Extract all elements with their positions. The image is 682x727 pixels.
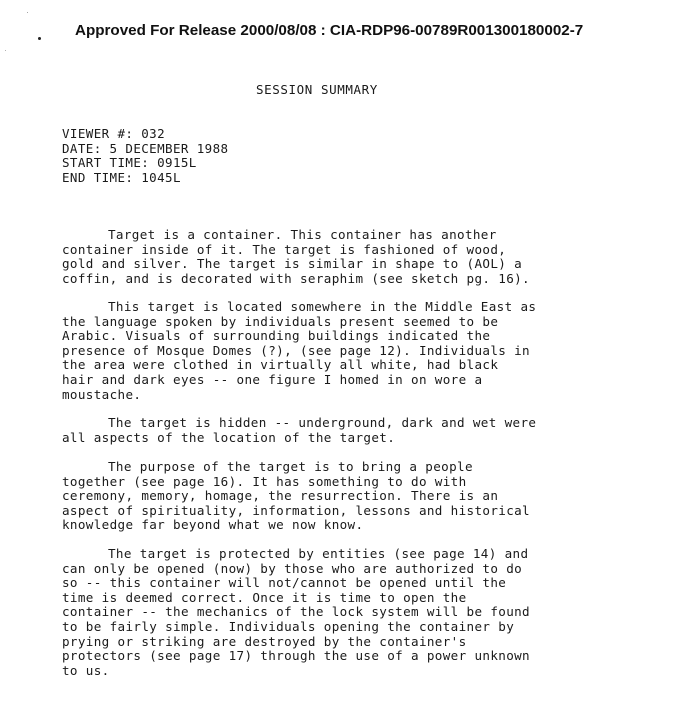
paragraph-description: [62, 228, 530, 286]
release-stamp: Approved For Release 2000/08/08 : CIA-RDP96-00789R001300180002-7: [75, 22, 584, 39]
paragraph-hidden: [62, 416, 536, 445]
start-time: START TIME: 0915L: [62, 155, 197, 170]
paragraph-location: [62, 300, 536, 402]
paragraph-line: time is deemed correct. Once it is time to open the: [62, 589, 467, 605]
paragraph-line: so -- this container will not/cannot be opened until the: [62, 575, 507, 591]
paragraph-line: to be fairly simple. Individuals opening the container by: [62, 618, 515, 634]
paragraph-line: container inside of it. The target is fashioned of wood,: [62, 241, 507, 257]
paragraph-line: The target is hidden -- underground, dark and wet were: [108, 415, 537, 430]
paragraph-line: Target is a container. This container has another: [108, 227, 497, 242]
paragraph-protection: [62, 547, 530, 678]
paragraph-line: container -- the mechanics of the lock system will be found: [62, 604, 530, 620]
paragraph-line: together (see page 16). It has something to do with: [62, 473, 467, 489]
paragraph-line: The purpose of the target is to bring a people: [108, 459, 473, 474]
viewer-number: VIEWER #: 032: [62, 126, 166, 141]
paragraph-line: all aspects of the location of the target.: [62, 429, 396, 445]
paragraph-line: coffin, and is decorated with seraphim (see sketch pg. 16).: [62, 270, 530, 286]
session-metadata: [62, 127, 228, 185]
scan-speck: [5, 50, 6, 51]
end-time: END TIME: 1045L: [62, 169, 181, 185]
paragraph-line: The target is protected by entities (see page 14) and: [108, 546, 529, 561]
scan-speck: [38, 37, 41, 40]
paragraph-line: Arabic. Visuals of surrounding buildings indicated the: [62, 328, 491, 344]
paragraph-line: the language spoken by individuals present seemed to be: [62, 313, 499, 329]
paragraph-line: knowledge far beyond what we now know.: [62, 517, 364, 533]
paragraph-line: presence of Mosque Domes (?), (see page 12). Individuals in: [62, 342, 530, 358]
session-date: DATE: 5 DECEMBER 1988: [62, 140, 229, 156]
scan-speck: [27, 12, 28, 13]
paragraph-line: gold and silver. The target is similar in shape to (AOL) a: [62, 256, 523, 272]
paragraph-line: moustache.: [62, 386, 142, 402]
paragraph-line: hair and dark eyes -- one figure I homed in on wore a: [62, 371, 483, 387]
page-title: SESSION SUMMARY: [256, 82, 378, 97]
paragraph-line: ceremony, memory, homage, the resurrection. There is an: [62, 488, 499, 504]
paragraph-line: This target is located somewhere in the Middle East as: [108, 299, 537, 314]
paragraph-line: prying or striking are destroyed by the container's: [62, 633, 467, 649]
paragraph-line: aspect of spirituality, information, lessons and historical: [62, 502, 530, 518]
paragraph-line: the area were clothed in virtually all white, had black: [62, 357, 499, 373]
paragraph-line: protectors (see page 17) through the use of a power unknown: [62, 648, 530, 664]
paragraph-line: can only be opened (now) by those who are authorized to do: [62, 560, 523, 576]
paragraph-purpose: [62, 460, 530, 533]
paragraph-line: to us.: [62, 662, 110, 678]
